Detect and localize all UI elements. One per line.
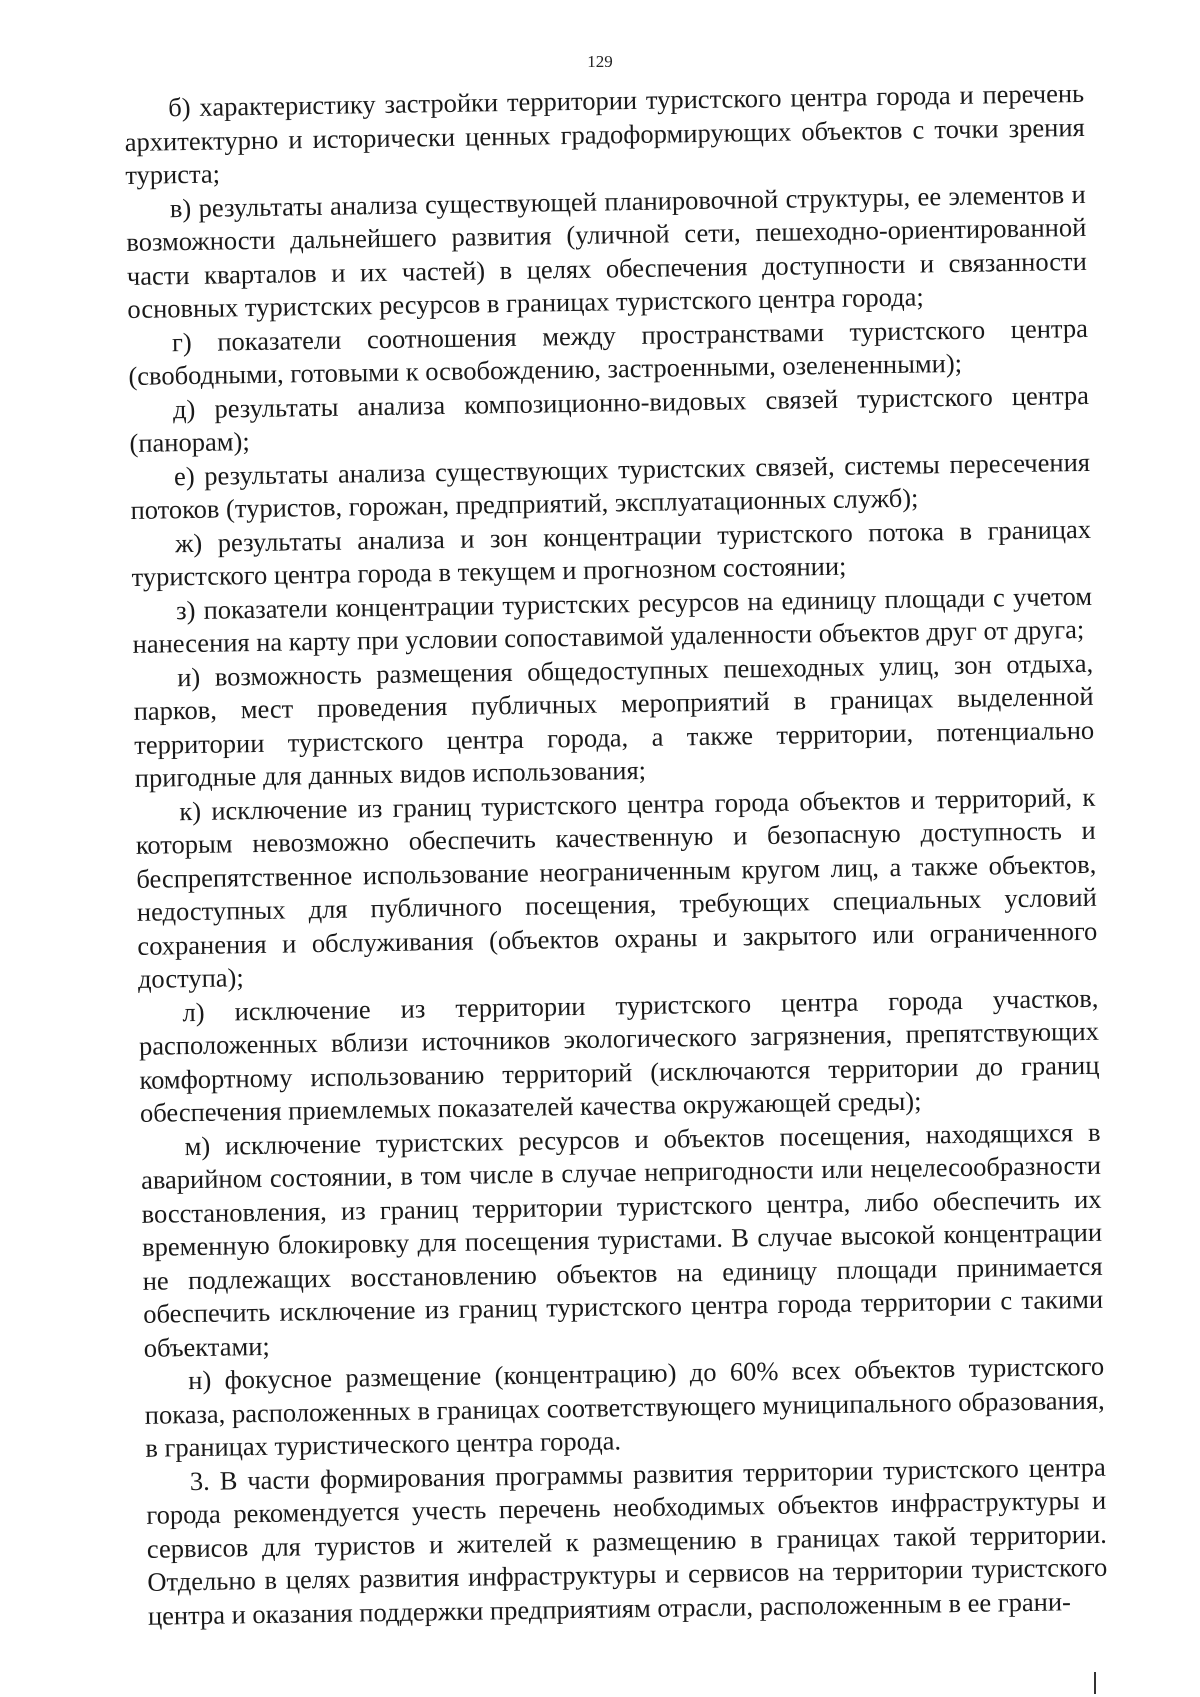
paragraph-l: л) исключение из территории туристского центра города участков, расположенных вблизи источников экологического загрязнения, препятствующих комфортному использованию территорий (исключаются территории до границ обеспечения приемлемых показателей качества окружающей среды);: [138, 982, 1100, 1128]
paragraph-m: м) исключение туристских ресурсов и объектов посещения, находящихся в аварийном состоянии, в том числе в случае непригодности или нецелесообразности восстановления, из границ территории туристского центра, либо обеспечить их временную блокировку для посещения туристами. В случае высокой концентрации не подлежащих восстановлению объектов на единицу площади принимается обеспечить исключение из границ туристского центра города территории с такими объектами;: [140, 1116, 1104, 1363]
paragraph-zh: ж) результаты анализа и зон концентрации туристского потока в границах туристского центра города в текущем и прогнозном состоянии;: [131, 513, 1092, 592]
paragraph-g: г) показатели соотношения между пространствами туристского центра (свободными, готовыми к освобождению, застроенными, озелененными);: [128, 312, 1089, 391]
paragraph-n: н) фокусное размещение (концентрацию) до 60% всех объектов туристского показа, расположенных в границах соответствующего муниципального образования, в границах туристического центра города.: [144, 1350, 1105, 1463]
page-number: 129: [587, 52, 613, 71]
paragraph-z: з) показатели концентрации туристских ресурсов на единицу площади с учетом нанесения на карту при условии сопоставимой удаленности объектов друг от друга;: [132, 580, 1093, 659]
paragraph-e: е) результаты анализа существующих туристских связей, системы пересечения потоков (туристов, горожан, предприятий, эксплуатационных служб);: [130, 446, 1091, 525]
paragraph-v: в) результаты анализа существующей планировочной структуры, ее элементов и возможности дальнейшего развития (уличной сети, пешеходно-ориентированной части кварталов и их частей) в целях обеспечения доступности и связанности основных туристских ресурсов в границах туристского центра города;: [126, 178, 1087, 324]
scan-edge-mark: [1094, 1672, 1096, 1694]
document-body: [124, 77, 1108, 1633]
paragraph-d: д) результаты анализа композиционно-видовых связей туристского центра (панорам);: [129, 379, 1090, 458]
paragraph-b: б) характеристику застройки территории туристского центра города и перечень архитектурно и исторически ценных градоформирующих объектов с точки зрения туриста;: [124, 77, 1085, 190]
paragraph-k: к) исключение из границ туристского центра города объектов и территорий, к которым невозможно обеспечить качественную и безопасную доступность и беспрепятственное использование неограниченным кругом лиц, а также объектов, недоступных для публичного посещения, требующих специальных условий сохранения и обслуживания (объектов охраны и закрытого или ограниченного доступа);: [135, 781, 1098, 994]
paragraph-i: и) возможность размещения общедоступных пешеходных улиц, зон отдыха, парков, мест проведения публичных мероприятий в границах выделенной территории туристского центра города, а также территории, потенциально пригодные для данных видов использования;: [133, 647, 1095, 793]
paragraph-3: 3. В части формирования программы развития территории туристского центра города рекомендуется учесть перечень необходимых объектов инфраструктуры и сервисов для туристов и жителей к размещению в границах такой территории. Отдельно в целях развития инфраструктуры и сервисов на территории туристского центра и оказания поддержки предприятиям отрасли, расположенным в ее грани-: [146, 1451, 1108, 1631]
